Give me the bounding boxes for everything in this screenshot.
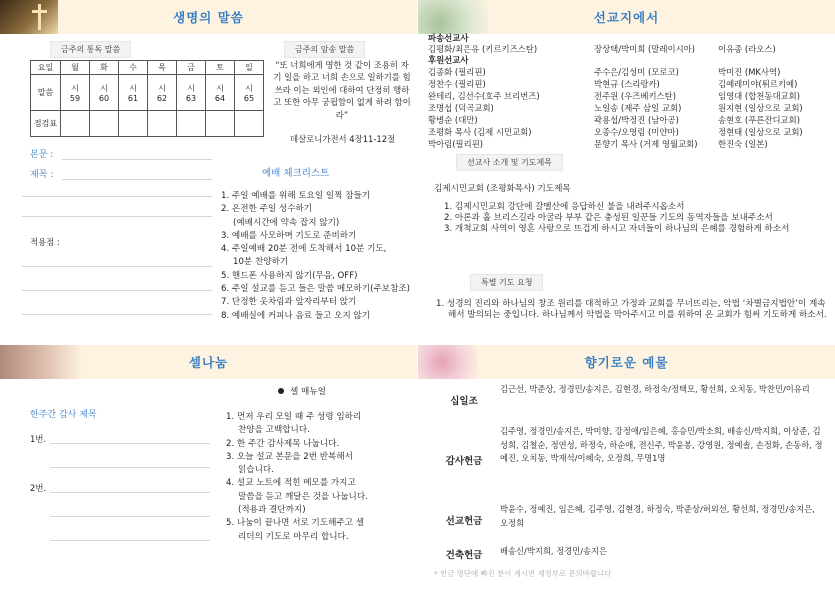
list-item: 3. 개척교회 사역이 영혼 사랑으로 뜨겁게 하시고 자녀들이 하나님의 은혜를 경험하게 하소서 bbox=[444, 224, 790, 234]
page-title: 생명의 말씀 bbox=[173, 10, 244, 25]
subject-label: 제목 : bbox=[30, 170, 54, 180]
list-item: 1. 주일 예배를 위해 토요일 일찍 잠들기 bbox=[221, 191, 371, 201]
reading-table bbox=[30, 60, 264, 137]
list-item: 10분 찬양하기 bbox=[233, 257, 289, 268]
list-item: 1. 먼저 우리 모일 때 주 성령 임하리 bbox=[226, 412, 362, 422]
offering-note: * 헌금 명단에 빠진 분이 계시면 재정부로 문의바랍니다 bbox=[434, 569, 612, 578]
checklist-title: 예배 체크리스트 bbox=[262, 168, 330, 179]
list-item: (예배시간에 약속 잡지 않기) bbox=[233, 217, 340, 228]
intro-title: 선교사 소개 및 기도제목 bbox=[456, 154, 563, 171]
list-item: 2. 한 주간 감사제목 나눕니다. bbox=[226, 438, 340, 449]
thanks-title: 한주간 감사 제목 bbox=[30, 410, 97, 420]
table-row: 감사헌금 김주영, 정경민/송지은, 박미향, 강정애/임은혜, 홍승민/박소희, 배송신/박지희, 이상준, 김성희, 김철순, 정연성, 하정숙, 하순애, 전신주, 박윤봉, 강영원, 정예솔, 손정화, 손동하, 정예진, 오치동, 박재석/이혜숙, 오정희, 무명1명 bbox=[445, 426, 823, 468]
panel-cell bbox=[0, 345, 417, 590]
reading-title: 금주의 통독 말씀 bbox=[50, 41, 131, 58]
table-row: 점검표 bbox=[31, 111, 264, 137]
list-item: 4. 설교 노트에 적힌 메모를 가지고 bbox=[226, 478, 356, 489]
list-item: 리더의 기도로 마무리 합니다. bbox=[238, 531, 349, 542]
church-prayer-title: 김제시민교회 (조평화목사) 기도제목 bbox=[434, 184, 571, 194]
list-item: 2. 아론과 훌 브리스길라 아굴라 부부 같은 충성된 일꾼들 기도의 동역자들을 보내주소서 bbox=[444, 213, 773, 223]
panel-offering bbox=[418, 345, 835, 590]
header-mission bbox=[418, 0, 835, 34]
list-item: 2. 온전한 주일 성수하기 bbox=[221, 204, 313, 215]
cell-manual-steps bbox=[226, 411, 416, 544]
special-prayer-text: 1. 성경의 진리와 하나님의 창조 원리를 대적하고 가정과 교회를 무너뜨리는, 악법 ‘차별금지법안’이 계속해서 발의되는 중입니다. 하나님께서 악법을 막아주시고 이를 위하여 온 교회가 힘써 기도하게 하소서. bbox=[436, 299, 827, 320]
thanks-no2: 2번. bbox=[30, 483, 47, 493]
section-title-offering: 향기로운 예물 bbox=[584, 355, 669, 370]
header-offering bbox=[418, 345, 835, 379]
body-label: 본문 : bbox=[30, 150, 54, 160]
special-prayer-title: 특별 기도 요청 bbox=[470, 274, 543, 291]
leaf-photo bbox=[418, 0, 488, 34]
list-item: 1. 김제시민교회 강단에 갈멜산에 응답하신 불을 내려주시옵소서 bbox=[444, 202, 685, 212]
list-item: 5. 핸드폰 사용하지 않기(무음, OFF) bbox=[221, 270, 358, 281]
list-item: 7. 단정한 옷차림과 앞자리부터 앉기 bbox=[221, 297, 357, 308]
offering-table bbox=[428, 381, 824, 569]
list-item: 말씀을 듣고 깨달은 것을 나눕니다. bbox=[238, 491, 368, 502]
list-item: 읽습니다. bbox=[238, 465, 274, 476]
list-item: (적용과 결단까지) bbox=[238, 505, 306, 516]
table-row: 요일 월 화 수 목 금 토 일 bbox=[31, 61, 264, 75]
hands-photo bbox=[0, 345, 82, 379]
support-label: 후원선교사 bbox=[428, 55, 469, 65]
section-title-cell: 셀나눔 bbox=[188, 355, 229, 370]
prayer-list bbox=[444, 202, 832, 235]
panel-word bbox=[0, 0, 417, 343]
memory-reference: 데살로니가전서 4장11-12절 bbox=[290, 134, 396, 144]
cell-manual-title: 셀 매뉴얼 bbox=[278, 385, 326, 397]
header-cell bbox=[0, 345, 417, 379]
list-item: 8. 예배실에 커피나 음료 들고 오지 않기 bbox=[221, 310, 371, 321]
table-row: 말씀 시 59 시 60 시 61 시 62 시 63 시 64 시 65 bbox=[31, 75, 264, 111]
table-row: 건축헌금 배송신/박지희, 정경민/송지은 bbox=[445, 546, 608, 562]
table-row: 선교헌금 박윤수, 정예진, 임은혜, 김주영, 김현경, 하정숙, 박준상/허외선, 황선희, 정경민/송지은, 오정희 bbox=[445, 504, 815, 528]
memory-verse: “또 너희에게 명한 것 같이 조용히 자기 일을 하고 너희 손으로 일하기를 힘쓰라 이는 외인에 대하여 단정히 행하고 또한 아무 궁핍함이 없게 하려 함이라” bbox=[273, 60, 411, 120]
list-item: 3. 예배를 사모하며 기도로 준비하기 bbox=[221, 230, 357, 241]
cross-photo bbox=[0, 0, 58, 34]
memory-title: 금주의 암송 말씀 bbox=[284, 41, 365, 58]
dispatch-label: 파송선교사 bbox=[428, 33, 469, 43]
list-item: 6. 주일 설교를 듣고 들은 말씀 메모하기(주보참조) bbox=[221, 284, 411, 295]
bullet-icon bbox=[278, 388, 284, 394]
header-word bbox=[0, 0, 417, 34]
list-item: 찬양을 고백합니다. bbox=[238, 425, 310, 436]
table-row: 십일조 김근선, 박준상, 정경민/송지은, 김현경, 하정숙/정택모, 황선희, 오치동, 박찬민/이유리 bbox=[450, 384, 810, 408]
cross-icon bbox=[38, 4, 41, 30]
section-title-mission: 선교지에서 bbox=[593, 10, 660, 25]
panel-mission: 선교지에서 파송선교사 김평화/최은유 (키르키즈스탄) 장상택/박미희 (말레이시아) 이유종 (라오스) 후원선교사 김종화 (필리핀) 주수은/김성미 (모로코) 박미진 (MK사역) 정찬수 (필리핀) 박현규 (스리랑카) 김예레미야(튀르키예) 완테리, 김선수(호주 브리번즈) 전주원 (우즈베키스탄) 임영대 (합천동대교회) 조명섭 (덕곡교회) 노일송 (제주 삼일 교회) 원지현 (일상으로 교회) 황병순 (대만) 곽용섭/박정진 (남아공) 송현호 (푸른잔디교회) 조평화 목사 (김제 시민교회) 오종수/오영림 (미얀마) 정현태 (일상으로 교회) 박아림(필리핀) 문향기 목사 (거제 영월교회) 한진숙 (일본) 선교사 소개 및 기도제목 김제시민교회 (조평화목사) 기도제목 1. 김제시민교회 강단에 갈멜산에 응답하신 불을 내려주시옵소서 2. 아론과 훌 브리스길라 아굴라 부부 같은 충성된 일꾼들 기도의 동역자들을 보내주소서 3. 개척교회 사역이 영혼 사랑으로 뜨겁게 하시고 자녀들이 하나님의 은혜를 경험하게 하소서 특별 기도 요청 1. 성경의 진리와 하나님의 창조 원리를 대적하고 가정과 교회를 무너뜨리는, 악법 ‘차별금지법안’이 계속해서 발의되는 중입니다. 하나님께서 악법을 막아주시고 이를 위하여 온 교회가 힘써 기도하게 하소서. bbox=[418, 0, 835, 343]
list-item: 5. 나눔이 끝나면 서로 기도해주고 셀 bbox=[226, 518, 365, 529]
list-item: 3. 오늘 설교 본문을 2번 반복해서 bbox=[226, 451, 353, 462]
flower-photo bbox=[418, 345, 478, 379]
list-item: 4. 주일예배 20분 전에 도착해서 10분 기도, bbox=[221, 244, 387, 255]
thanks-no1: 1번. bbox=[30, 434, 47, 444]
apply-label: 적용점 : bbox=[30, 237, 60, 247]
worship-checklist bbox=[221, 190, 417, 323]
